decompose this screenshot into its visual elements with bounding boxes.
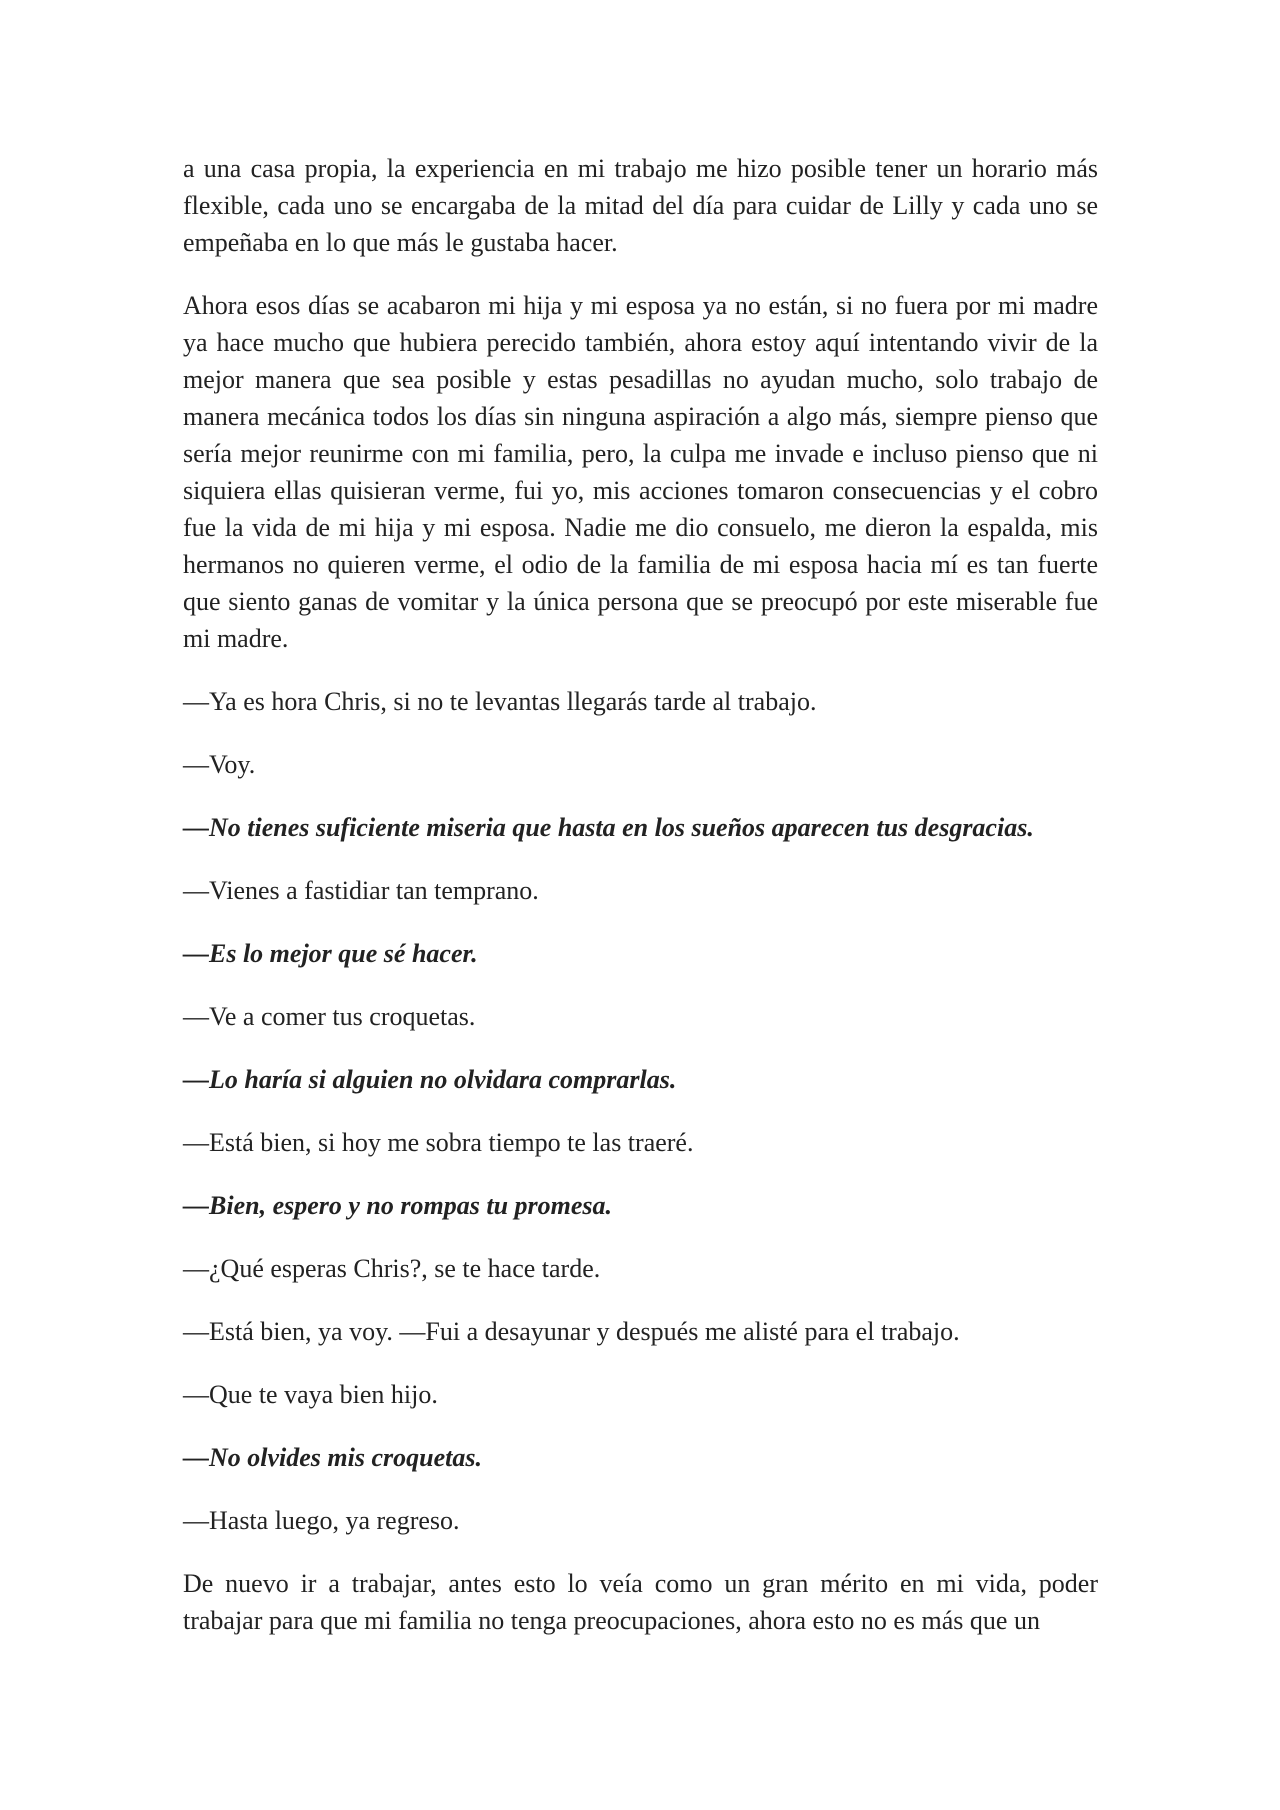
dialogue-line-emphasis: —Es lo mejor que sé hacer.	[183, 939, 478, 968]
body-paragraph: De nuevo ir a trabajar, antes esto lo veía como un gran mérito en mi vida, poder trabajar para que mi familia no tenga preocupaciones, ahora esto no es más que un	[183, 1569, 1098, 1635]
dialogue-line: —Ve a comer tus croquetas.	[183, 1002, 476, 1031]
dialogue-line-emphasis: —No tienes suficiente miseria que hasta en los sueños aparecen tus desgracias.	[183, 813, 1034, 842]
dialogue-line-emphasis: —Lo haría si alguien no olvidara comprarlas.	[183, 1065, 677, 1094]
dialogue-line: —Voy.	[183, 750, 256, 779]
dialogue-line: —Está bien, ya voy. —Fui a desayunar y después me alisté para el trabajo.	[183, 1317, 960, 1346]
dialogue-line: —Ya es hora Chris, si no te levantas llegarás tarde al trabajo.	[183, 687, 817, 716]
body-paragraph: a una casa propia, la experiencia en mi trabajo me hizo posible tener un horario más flexible, cada uno se encargaba de la mitad del día para cuidar de Lilly y cada uno se empeñaba en lo que más le gustaba hacer.	[183, 154, 1098, 257]
dialogue-line: —Vienes a fastidiar tan temprano.	[183, 876, 539, 905]
document-page	[183, 150, 1098, 1639]
dialogue-line: —Que te vaya bien hijo.	[183, 1380, 438, 1409]
dialogue-line: —Está bien, si hoy me sobra tiempo te las traeré.	[183, 1128, 694, 1157]
dialogue-line-emphasis: —No olvides mis croquetas.	[183, 1443, 482, 1472]
dialogue-line: —Hasta luego, ya regreso.	[183, 1506, 460, 1535]
dialogue-line-emphasis: —Bien, espero y no rompas tu promesa.	[183, 1191, 613, 1220]
dialogue-line: —¿Qué esperas Chris?, se te hace tarde.	[183, 1254, 601, 1283]
body-paragraph: Ahora esos días se acabaron mi hija y mi esposa ya no están, si no fuera por mi madre ya hace mucho que hubiera perecido también, ahora estoy aquí intentando vivir de la mejor manera que sea posible y estas pesadillas no ayudan mucho, solo trabajo de manera mecánica todos los días sin ninguna aspiración a algo más, siempre pienso que sería mejor reunirme con mi familia, pero, la culpa me invade e incluso pienso que ni siquiera ellas quisieran verme, fui yo, mis acciones tomaron consecuencias y el cobro fue la vida de mi hija y mi esposa. Nadie me dio consuelo, me dieron la espalda, mis hermanos no quieren verme, el odio de la familia de mi esposa hacia mí es tan fuerte que siento ganas de vomitar y la única persona que se preocupó por este miserable fue mi madre.	[183, 291, 1098, 653]
